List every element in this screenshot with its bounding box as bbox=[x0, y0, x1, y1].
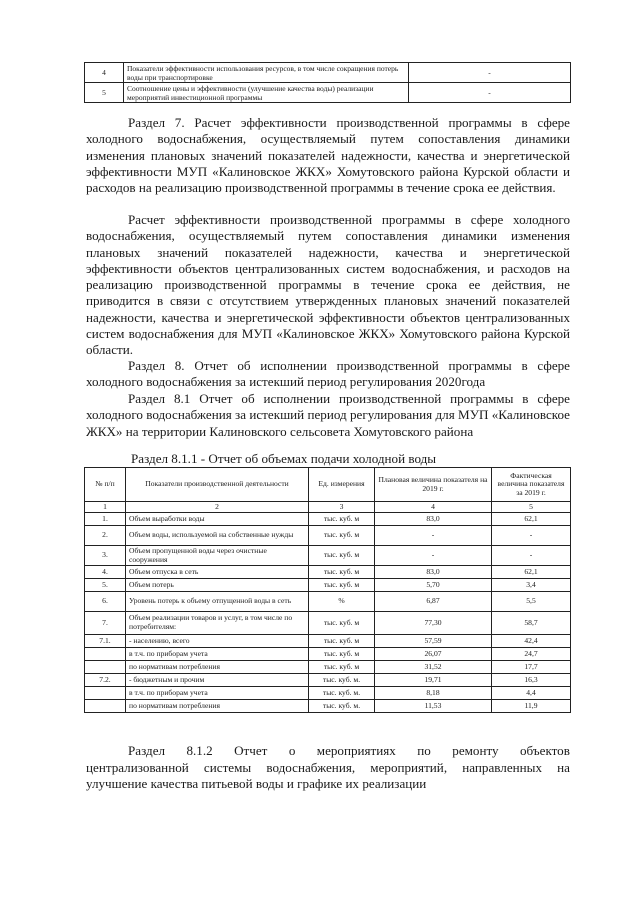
plan-value: 83,0 bbox=[375, 566, 492, 579]
table-row bbox=[85, 592, 571, 612]
header-number: № п/п bbox=[85, 468, 126, 502]
section-8-1-heading: Раздел 8.1 Отчет об исполнении производственной программы в сфере холодного водоснабжения за истекший период регулирования для МУП «Калиновское ЖКХ» на территории Калиновского сельсовета Хомутовского района bbox=[86, 391, 570, 439]
table-caption: Раздел 8.1.1 - Отчет об объемах подачи холодной воды bbox=[131, 451, 437, 466]
row-number: 7. bbox=[85, 612, 126, 635]
plan-value: 19,71 bbox=[375, 674, 492, 687]
actual-value: 3,4 bbox=[492, 579, 571, 592]
row-number: 2. bbox=[85, 526, 126, 546]
row-number bbox=[85, 648, 126, 661]
section-8-1-2-heading bbox=[86, 743, 570, 793]
unit-cell: тыс. куб. м bbox=[309, 579, 375, 592]
water-supply-volume-table bbox=[84, 467, 571, 713]
table-row bbox=[85, 661, 571, 674]
actual-value: 17,7 bbox=[492, 661, 571, 674]
column-number: 1 bbox=[85, 502, 126, 513]
table-row bbox=[85, 648, 571, 661]
plan-value: 8,18 bbox=[375, 687, 492, 700]
heading-first-line bbox=[86, 743, 570, 760]
indicator-name: - бюджетным и прочим bbox=[126, 674, 309, 687]
unit-cell: тыс. куб. м bbox=[309, 661, 375, 674]
plan-value: 6,87 bbox=[375, 592, 492, 612]
row-number bbox=[85, 687, 126, 700]
plan-value: 11,53 bbox=[375, 700, 492, 713]
section-8-heading: Раздел 8. Отчет об исполнении производственной программы в сфере холодного водоснабжения за истекший период регулирования 2020года bbox=[86, 358, 570, 390]
column-number: 4 bbox=[375, 502, 492, 513]
plan-value: - bbox=[375, 526, 492, 546]
table-row bbox=[85, 612, 571, 635]
row-number: 5. bbox=[85, 579, 126, 592]
table-row bbox=[85, 513, 571, 526]
table-row bbox=[85, 700, 571, 713]
unit-cell: тыс. куб. м bbox=[309, 513, 375, 526]
table-row bbox=[85, 687, 571, 700]
unit-cell: тыс. куб. м bbox=[309, 612, 375, 635]
row-number: 1. bbox=[85, 513, 126, 526]
indicator-name: - населению, всего bbox=[126, 635, 309, 648]
table-row bbox=[85, 83, 571, 103]
unit-cell: тыс. куб. м bbox=[309, 526, 375, 546]
heading-word: Раздел bbox=[128, 743, 166, 758]
plan-value: 26,07 bbox=[375, 648, 492, 661]
actual-value: 24,7 bbox=[492, 648, 571, 661]
row-number: 5 bbox=[85, 83, 124, 103]
heading-word: Отчет bbox=[234, 743, 268, 758]
plan-value: 77,30 bbox=[375, 612, 492, 635]
heading-word: 8.1.2 bbox=[186, 743, 213, 758]
header-unit: Ед. измерения bbox=[309, 468, 375, 502]
unit-cell: тыс. куб. м bbox=[309, 635, 375, 648]
table-row bbox=[85, 674, 571, 687]
table-row bbox=[85, 63, 571, 83]
actual-value: 58,7 bbox=[492, 612, 571, 635]
row-number bbox=[85, 700, 126, 713]
column-number: 2 bbox=[126, 502, 309, 513]
unit-cell: тыс. куб. м. bbox=[309, 674, 375, 687]
indicator-name: Объем выработки воды bbox=[126, 513, 309, 526]
column-number-row bbox=[85, 502, 571, 513]
row-number: 7.2. bbox=[85, 674, 126, 687]
table-header-row bbox=[85, 468, 571, 502]
unit-cell: тыс. куб. м. bbox=[309, 700, 375, 713]
table-row bbox=[85, 579, 571, 592]
heading-continuation: централизованной системы водоснабжения, мероприятий, направленных на улучшение качества питьевой воды и графике их реализации bbox=[86, 759, 570, 791]
indicator-name: по нормативам потребления bbox=[126, 700, 309, 713]
unit-cell: тыс. куб. м. bbox=[309, 687, 375, 700]
actual-value: 4,4 bbox=[492, 687, 571, 700]
actual-value: 42,4 bbox=[492, 635, 571, 648]
plan-value: 57,59 bbox=[375, 635, 492, 648]
heading-word: ремонту bbox=[452, 743, 499, 758]
indicator-name: Уровень потерь к объему отпущенной воды в сеть bbox=[126, 592, 309, 612]
unit-cell: тыс. куб. м bbox=[309, 648, 375, 661]
plan-value: 83,0 bbox=[375, 513, 492, 526]
indicator-name: Соотношение цены и эффективности (улучшение качества воды) реализации мероприятий инвестиционной программы bbox=[124, 83, 409, 103]
indicator-name: по нормативам потребления bbox=[126, 661, 309, 674]
row-number: 4. bbox=[85, 566, 126, 579]
heading-word: мероприятиях bbox=[316, 743, 396, 758]
heading-word: о bbox=[288, 743, 296, 758]
indicator-name: в т.ч. по приборам учета bbox=[126, 687, 309, 700]
unit-cell: тыс. куб. м bbox=[309, 546, 375, 566]
indicator-name: в т.ч. по приборам учета bbox=[126, 648, 309, 661]
plan-value: - bbox=[375, 546, 492, 566]
table-row bbox=[85, 546, 571, 566]
heading-word: по bbox=[417, 743, 431, 758]
table-row bbox=[85, 635, 571, 648]
heading-word: объектов bbox=[519, 743, 570, 758]
actual-value: 62,1 bbox=[492, 566, 571, 579]
indicator-name: Объем реализации товаров и услуг, в том числе по потребителям: bbox=[126, 612, 309, 635]
header-actual-value: Фактическая величина показателя за 2019 г. bbox=[492, 468, 571, 502]
indicator-name: Объем пропущенной воды через очистные сооружения bbox=[126, 546, 309, 566]
plan-value: 31,52 bbox=[375, 661, 492, 674]
actual-value: 11,9 bbox=[492, 700, 571, 713]
plan-value: 5,70 bbox=[375, 579, 492, 592]
indicator-name: Объем потерь bbox=[126, 579, 309, 592]
indicator-value: - bbox=[409, 63, 571, 83]
column-number: 3 bbox=[309, 502, 375, 513]
actual-value: 62,1 bbox=[492, 513, 571, 526]
table-row bbox=[85, 566, 571, 579]
indicator-value: - bbox=[409, 83, 571, 103]
indicator-name: Показатели эффективности использования ресурсов, в том числе сокращения потерь воды при транспортировке bbox=[124, 63, 409, 83]
row-number bbox=[85, 661, 126, 674]
column-number: 5 bbox=[492, 502, 571, 513]
row-number: 7.1. bbox=[85, 635, 126, 648]
indicators-table-fragment bbox=[84, 62, 571, 103]
header-plan-value: Плановая величина показателя на 2019 г. bbox=[375, 468, 492, 502]
actual-value: - bbox=[492, 546, 571, 566]
unit-cell: тыс. куб. м bbox=[309, 566, 375, 579]
row-number: 4 bbox=[85, 63, 124, 83]
actual-value: 16,3 bbox=[492, 674, 571, 687]
indicator-name: Объем воды, используемой на собственные нужды bbox=[126, 526, 309, 546]
indicator-name: Объем отпуска в сеть bbox=[126, 566, 309, 579]
table-row bbox=[85, 526, 571, 546]
actual-value: 5,5 bbox=[492, 592, 571, 612]
unit-cell: % bbox=[309, 592, 375, 612]
row-number: 3. bbox=[85, 546, 126, 566]
header-indicator: Показатели производственной деятельности bbox=[126, 468, 309, 502]
actual-value: - bbox=[492, 526, 571, 546]
calculation-paragraph: Расчет эффективности производственной программы в сфере холодного водоснабжения, осуществляемый путем сопоставления динамики изменения плановых значений показателей надежности, качества и энергетической эффективности объектов централизованных систем водоснабжения, и расходов на реализацию производственной программы в течение срока ее действия, не приводится в связи с отсутствием утвержденных плановых значений показателей надежности, качества и энергетической эффективности объектов централизованных систем водоснабжения для МУП «Калиновское ЖКХ» Хомутовского района Курской области. bbox=[86, 212, 570, 358]
row-number: 6. bbox=[85, 592, 126, 612]
section-7-paragraph: Раздел 7. Расчет эффективности производственной программы в сфере холодного водоснабжения, осуществляемый путем сопоставления динамики изменения плановых значений показателей надежности, качества и энергетической эффективности МУП «Калиновское ЖКХ» Хомутовского района Курской области и расходов на реализацию производственной программы в течение срока ее действия. bbox=[86, 115, 570, 196]
